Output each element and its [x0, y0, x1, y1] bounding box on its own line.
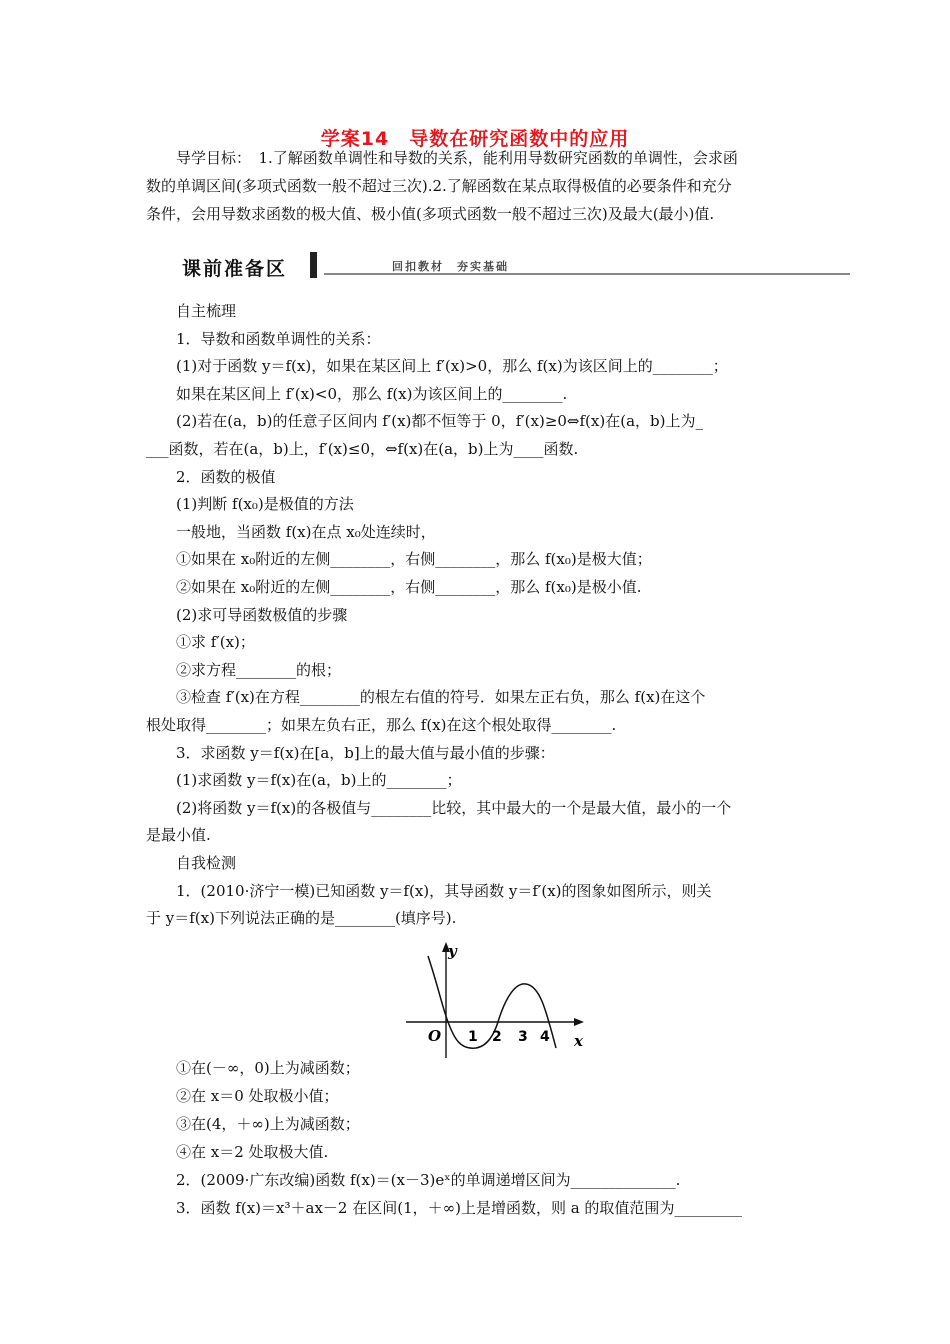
banner-subtitle: 回扣教材 夯实基础	[392, 260, 509, 273]
question-2: 2．(2009·广东改编)函数 f(x)＝(x－3)eˣ的单调递增区间为______________.	[176, 1171, 681, 1189]
tick-label-2: 2	[492, 1029, 502, 1045]
tick-label-1: 1	[468, 1029, 478, 1045]
goal-line-1: 导学目标： 1.了解函数单调性和导数的关系，能利用导数研究函数的单调性，会求函	[176, 149, 738, 167]
body-line: 2．函数的极值	[176, 468, 276, 486]
section-banner	[172, 252, 850, 282]
body-line: (2)将函数 y＝f(x)的各极值与________比较，其中最大的一个是最大值，最小的一个	[176, 799, 732, 817]
option-3: ③在(4，＋∞)上为减函数；	[176, 1115, 360, 1133]
banner-rule	[324, 273, 850, 275]
y-axis-label: y	[448, 942, 457, 960]
body-line: ___函数，若在(a，b)上，f′(x)≤0，⇔f(x)在(a，b)上为____函数.	[146, 440, 579, 458]
body-line: 如果在某区间上 f′(x)<0，那么 f(x)为该区间上的________.	[176, 385, 568, 403]
body-line: 3．求函数 y＝f(x)在[a，b]上的最大值与最小值的步骤：	[176, 744, 555, 762]
goal-line-3: 条件，会用导数求函数的极大值、极小值(多项式函数一般不超过三次)及最大(最小)值.	[146, 205, 715, 223]
body-line: (2)求可导函数极值的步骤	[176, 606, 348, 624]
derivative-graph	[402, 938, 592, 1060]
body-line: 于 y＝f(x)下列说法正确的是________(填序号).	[146, 909, 457, 927]
origin-label: O	[428, 1027, 442, 1045]
body-line: ②求方程________的根；	[176, 661, 342, 679]
option-2: ②在 x＝0 处取极小值；	[176, 1087, 339, 1105]
body-line: ①求 f′(x)；	[176, 633, 255, 651]
body-line: ①如果在 x₀附近的左侧________，右侧________，那么 f(x₀)是极大值；	[176, 550, 652, 568]
body-line: 一般地，当函数 f(x)在点 x₀处连续时，	[176, 523, 436, 541]
option-4: ④在 x＝2 处取极大值.	[176, 1143, 329, 1161]
body-line: (1)求函数 y＝f(x)在(a，b)上的________；	[176, 771, 462, 789]
body-line: 自主梳理	[176, 302, 237, 320]
body-line: ③检查 f′(x)在方程________的根左右值的符号．如果左正右负，那么 f(x)在这个	[176, 688, 706, 706]
question-3: 3．函数 f(x)＝x³＋ax－2 在区间(1，＋∞)上是增函数，则 a 的取值范围为_________	[176, 1199, 742, 1217]
body-line: 自我检测	[176, 854, 237, 872]
x-axis-arrow	[574, 1018, 584, 1026]
tick-label-4: 4	[540, 1029, 550, 1045]
tick-label-3: 3	[518, 1029, 528, 1045]
body-line: 是最小值.	[146, 826, 211, 844]
body-line: ②如果在 x₀附近的左侧________，右侧________，那么 f(x₀)是极小值.	[176, 578, 642, 596]
body-line: (2)若在(a，b)的任意子区间内 f′(x)都不恒等于 0，f′(x)≥0⇔f(x)在(a，b)上为_	[176, 412, 703, 430]
body-line: 根处取得________；如果左负右正，那么 f(x)在这个根处取得________.	[146, 716, 617, 734]
banner-title: 课前准备区	[182, 258, 288, 280]
body-line: (1)判断 f(x₀)是极值的方法	[176, 495, 354, 513]
body-line: (1)对于函数 y＝f(x)，如果在某区间上 f′(x)>0，那么 f(x)为该区间上的________；	[176, 357, 728, 375]
banner-divider	[310, 252, 317, 278]
option-1: ①在(－∞，0)上为减函数；	[176, 1059, 360, 1077]
goal-line-2: 数的单调区间(多项式函数一般不超过三次).2.了解函数在某点取得极值的必要条件和充分	[146, 177, 732, 195]
x-axis-label: x	[574, 1032, 583, 1050]
body-line: 1．(2010·济宁一模)已知函数 y＝f(x)，其导函数 y＝f′(x)的图象如图所示，则关	[176, 882, 712, 900]
page-title: 学案14 导数在研究函数中的应用	[320, 128, 630, 150]
body-line: 1．导数和函数单调性的关系：	[176, 330, 381, 348]
